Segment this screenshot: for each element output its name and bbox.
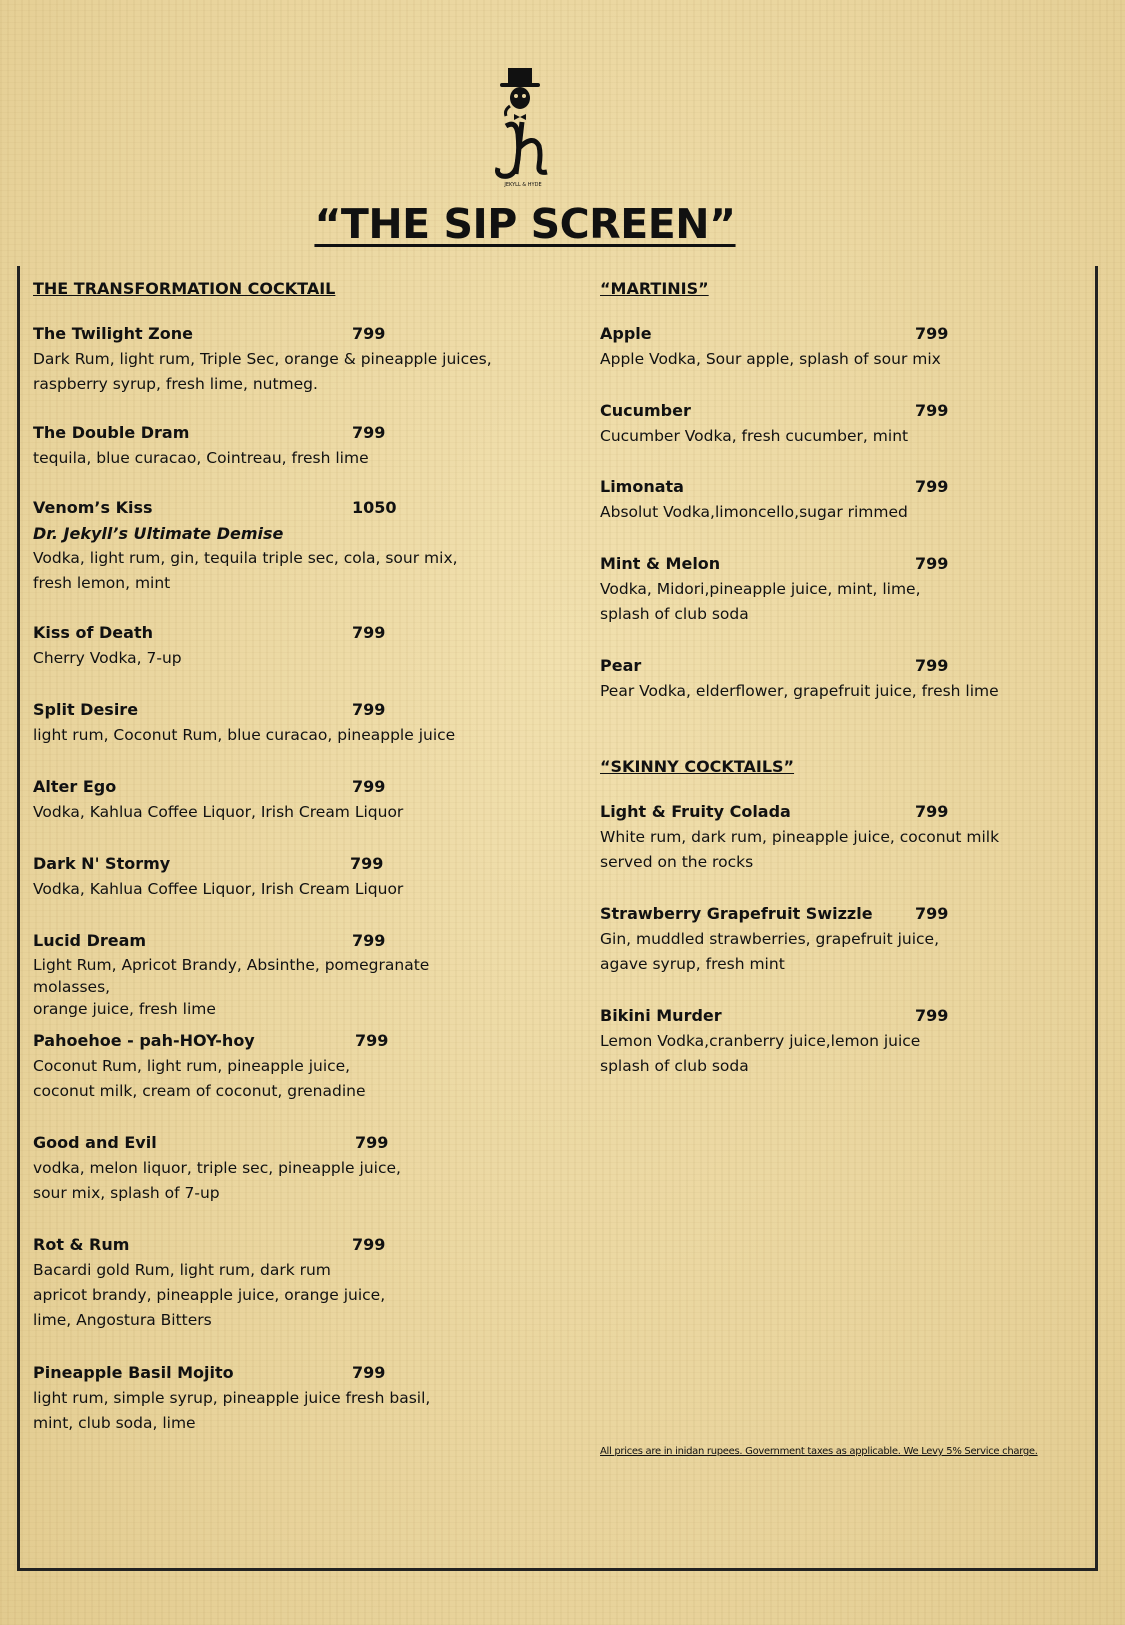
item-price: 799: [355, 1031, 389, 1050]
item-description: light rum, simple syrup, pineapple juice fresh basil, mint, club soda, lime: [33, 1389, 431, 1432]
item-price: 799: [352, 777, 386, 796]
item-price: 799: [352, 623, 386, 642]
menu-item: [33, 1028, 503, 1104]
item-price: 799: [355, 1133, 389, 1152]
item-name: Limonata: [600, 477, 684, 496]
svg-text:JEKYLL & HYDE: JEKYLL & HYDE: [504, 182, 542, 188]
item-description: Coconut Rum, light rum, pineapple juice, coconut milk, cream of coconut, grenadine: [33, 1057, 366, 1100]
item-name: Alter Ego: [33, 777, 117, 796]
top-hat-gentleman-logo: [488, 66, 558, 190]
menu-item: [33, 928, 503, 1020]
item-name: Venom’s Kiss: [33, 498, 153, 517]
menu-item: [33, 774, 503, 825]
pricing-note: All prices are in inidan rupees. Government taxes as applicable. We Levy 5% Service charge.: [600, 1446, 1038, 1457]
item-description: Bacardi gold Rum, light rum, dark rum apricot brandy, pineapple juice, orange juice, lime, Angostura Bitters: [33, 1261, 386, 1329]
item-subtitle: Dr. Jekyll’s Ultimate Demise: [33, 524, 284, 543]
item-price: 1050: [352, 498, 397, 517]
menu-item: [33, 321, 503, 397]
item-description: White rum, dark rum, pineapple juice, coconut milk served on the rocks: [600, 828, 1000, 871]
item-description: Gin, muddled strawberries, grapefruit juice, agave syrup, fresh mint: [600, 930, 939, 973]
menu-item: [600, 1003, 1070, 1079]
item-name: Light & Fruity Colada: [600, 802, 791, 821]
item-description: Dark Rum, light rum, Triple Sec, orange & pineapple juices, raspberry syrup, fresh lime, nutmeg.: [33, 350, 492, 393]
item-description: Pear Vodka, elderflower, grapefruit juice, fresh lime: [600, 682, 999, 700]
menu-item: [600, 653, 1070, 704]
item-price: 799: [352, 324, 386, 343]
item-name: Pahoehoe - pah-HOY-hoy: [33, 1031, 255, 1050]
menu-item: [33, 1130, 503, 1206]
menu-item: [600, 901, 1070, 977]
item-name: Kiss of Death: [33, 623, 153, 642]
menu-item: [33, 620, 503, 671]
item-name: Cucumber: [600, 401, 691, 420]
item-price: 799: [352, 1235, 386, 1254]
item-description: Cucumber Vodka, fresh cucumber, mint: [600, 427, 909, 445]
item-name: Dark N' Stormy: [33, 854, 171, 873]
item-description: Absolut Vodka,limoncello,sugar rimmed: [600, 503, 908, 521]
item-price: 799: [352, 931, 386, 950]
item-name: Strawberry Grapefruit Swizzle: [600, 904, 873, 923]
item-description: tequila, blue curacao, Cointreau, fresh lime: [33, 449, 369, 467]
item-description: Lemon Vodka,cranberry juice,lemon juice splash of club soda: [600, 1032, 921, 1075]
item-description: Cherry Vodka, 7-up: [33, 649, 182, 667]
item-name: The Twilight Zone: [33, 324, 194, 343]
menu-item: [600, 398, 1070, 449]
logo-icon: [488, 66, 558, 190]
item-name: Apple: [600, 324, 652, 343]
item-price: 799: [352, 700, 386, 719]
item-name: Rot & Rum: [33, 1235, 130, 1254]
section-heading-transformation: THE TRANSFORMATION COCKTAIL: [33, 279, 336, 298]
menu-item: [33, 495, 503, 596]
item-name: Split Desire: [33, 700, 139, 719]
menu-item: [33, 420, 503, 471]
menu-item: [33, 851, 503, 902]
menu-item: [33, 697, 503, 748]
item-description: Vodka, Kahlua Coffee Liquor, Irish Cream Liquor: [33, 803, 404, 821]
item-price: 799: [915, 324, 949, 343]
section-heading-martinis: “MARTINIS”: [600, 279, 709, 298]
menu-item: [600, 321, 1070, 372]
item-description: light rum, Coconut Rum, blue curacao, pineapple juice: [33, 726, 456, 744]
item-price: 799: [915, 1006, 949, 1025]
section-heading-skinny-cocktails: “SKINNY COCKTAILS”: [600, 757, 795, 776]
item-price: 799: [915, 802, 949, 821]
menu-item: [600, 799, 1070, 875]
item-description: Vodka, light rum, gin, tequila triple sec, cola, sour mix, fresh lemon, mint: [33, 549, 458, 592]
item-name: Pear: [600, 656, 642, 675]
item-description: Light Rum, Apricot Brandy, Absinthe, pomegranate molasses, orange juice, fresh lime: [33, 956, 430, 1018]
menu-item: [600, 551, 1070, 627]
item-price: 799: [350, 854, 384, 873]
menu-item: [33, 1232, 503, 1333]
item-price: 799: [915, 904, 949, 923]
menu-item: [33, 1360, 503, 1436]
item-price: 799: [915, 554, 949, 573]
item-name: Lucid Dream: [33, 931, 147, 950]
item-price: 799: [352, 423, 386, 442]
menu-title: “THE SIP SCREEN”: [314, 200, 736, 248]
item-description: Vodka, Kahlua Coffee Liquor, Irish Cream Liquor: [33, 880, 404, 898]
item-name: Mint & Melon: [600, 554, 721, 573]
item-description: vodka, melon liquor, triple sec, pineapple juice, sour mix, splash of 7-up: [33, 1159, 401, 1202]
item-price: 799: [915, 656, 949, 675]
item-price: 799: [915, 477, 949, 496]
item-description: Vodka, Midori,pineapple juice, mint, lime, splash of club soda: [600, 580, 921, 623]
item-name: The Double Dram: [33, 423, 190, 442]
menu-item: [600, 474, 1070, 525]
item-price: 799: [352, 1363, 386, 1382]
item-name: Good and Evil: [33, 1133, 157, 1152]
item-description: Apple Vodka, Sour apple, splash of sour mix: [600, 350, 941, 368]
item-name: Pineapple Basil Mojito: [33, 1363, 234, 1382]
item-price: 799: [915, 401, 949, 420]
item-name: Bikini Murder: [600, 1006, 722, 1025]
